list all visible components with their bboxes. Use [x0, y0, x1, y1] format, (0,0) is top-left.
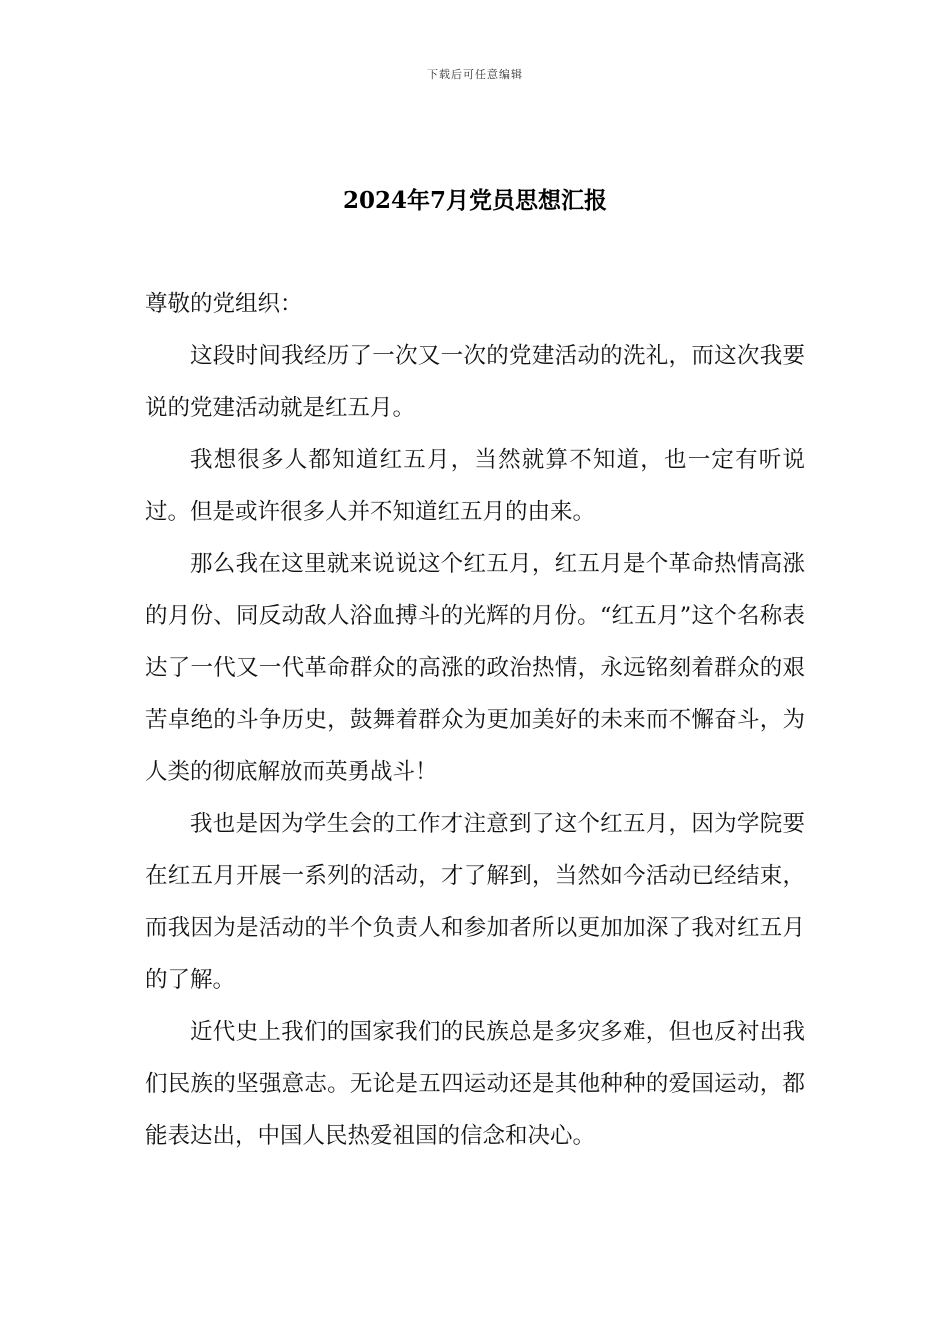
page-header-note: 下载后可任意编辑: [427, 68, 523, 81]
paragraph-3: 那么我在这里就来说说这个红五月，红五月是个革命热情高涨的月份、同反动敌人浴血搏斗的光辉的月份。“红五月”这个名称表达了一代又一代革命群众的高涨的政治热情，永远铭刻着群众的艰苦卓绝的斗争历史，鼓舞着群众为更加美好的未来而不懈奋斗，为人类的彻底解放而英勇战斗！: [145, 551, 805, 785]
paragraph-4: 我也是因为学生会的工作才注意到了这个红五月，因为学院要在红五月开展一系列的活动，才了解到，当然如今活动已经结束，而我因为是活动的半个负责人和参加者所以更加加深了我对红五月的了解。: [145, 811, 805, 993]
paragraph-2: 我想很多人都知道红五月，当然就算不知道，也一定有听说过。但是或许很多人并不知道红五月的由来。: [145, 447, 805, 525]
document-title: 2024年7月党员思想汇报: [342, 187, 608, 214]
salutation: 尊敬的党组织：: [145, 291, 303, 317]
paragraph-5: 近代史上我们的国家我们的民族总是多灾多难，但也反衬出我们民族的坚强意志。无论是五四运动还是其他种种的爱国运动，都能表达出，中国人民热爱祖国的信念和决心。: [145, 1019, 805, 1149]
paragraph-1: 这段时间我经历了一次又一次的党建活动的洗礼，而这次我要说的党建活动就是红五月。: [145, 343, 805, 421]
document-body: [145, 278, 805, 1162]
